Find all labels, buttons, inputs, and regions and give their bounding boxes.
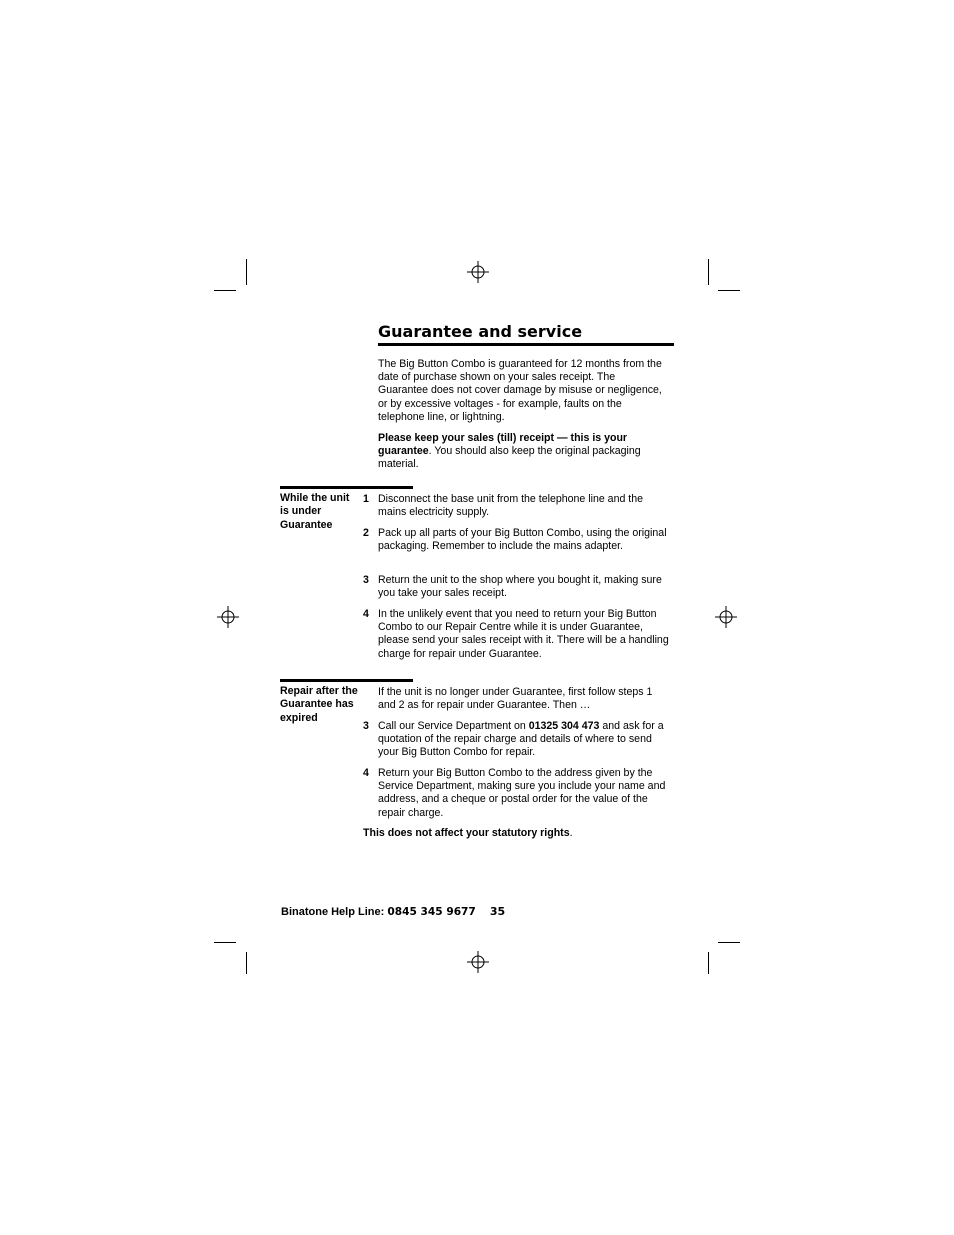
step-text: Pack up all parts of your Big Button Combo, using the original packaging. Remember to include the mains adapter. [378, 527, 667, 553]
step-text: Return your Big Button Combo to the address given by the Service Department, making sure you include your name and address, and a cheque or postal order for the value of the repair charge. [378, 767, 666, 819]
crop-mark [718, 290, 740, 291]
step-text: In the unlikely event that you need to return your Big Button Combo to our Repair Centre while it is under Guarantee, please send your sales receipt with it. There will be a handling charge for repair under Guarantee. [378, 608, 669, 660]
step-number: 2 [363, 527, 369, 539]
crop-mark [214, 290, 236, 291]
registration-mark-icon [467, 951, 489, 973]
registration-mark-icon [467, 261, 489, 283]
crop-mark [718, 942, 740, 943]
step-text-part: and ask for a quotation of the repair charge and details of where to send your Big Button Combo for repair. [378, 720, 664, 759]
step-number: 4 [363, 608, 369, 620]
crop-mark [246, 952, 247, 974]
section-rule [280, 486, 413, 489]
receipt-note-bold: Please keep your sales (till) receipt — this is your guarantee [378, 432, 628, 458]
list-item [363, 767, 673, 823]
helpline-label: Binatone Help Line: [281, 906, 388, 918]
statutory-note-end: . [569, 827, 573, 839]
step-number: 3 [363, 574, 369, 586]
step-number: 3 [363, 720, 369, 732]
list-item [363, 574, 673, 602]
list-item [363, 527, 673, 569]
service-phone-number: 01325 304 473 [528, 720, 600, 732]
crop-mark [708, 259, 709, 285]
step-text: Return the unit to the shop where you bought it, making sure you take your sales receipt. [378, 574, 662, 600]
page-title: Guarantee and service [378, 322, 583, 341]
registration-mark-icon [715, 606, 737, 628]
section-heading-expired: Repair after the Guarantee has expired [280, 685, 358, 724]
section-rule [280, 679, 413, 682]
step-number: 4 [363, 767, 369, 779]
list-item [363, 608, 673, 664]
step-text [378, 720, 673, 760]
page-number: 35 [489, 905, 506, 918]
receipt-note [378, 432, 668, 472]
statutory-note-bold: This does not affect your statutory rights [363, 827, 570, 839]
list-item [363, 720, 673, 762]
expired-intro: If the unit is no longer under Guarantee, first follow steps 1 and 2 as for repair under Guarantee. Then … [378, 686, 653, 712]
receipt-note-rest: . You should also keep the original packaging material. [378, 445, 641, 471]
crop-mark [246, 259, 247, 285]
intro-paragraph: The Big Button Combo is guaranteed for 12 months from the date of purchase shown on your sales receipt. The Guarantee does not cover damage by misuse or negligence, or by excessive voltages - for example, faults on the telephone line, or lightning. [378, 358, 662, 423]
page-footer [281, 905, 505, 919]
crop-mark [214, 942, 236, 943]
step-text-part: Call our Service Department on [378, 720, 529, 732]
step-number: 1 [363, 493, 369, 505]
step-text: Disconnect the base unit from the telephone line and the mains electricity supply. [378, 493, 644, 519]
title-rule [378, 343, 674, 346]
statutory-note [363, 827, 673, 840]
registration-mark-icon [217, 606, 239, 628]
crop-mark [708, 952, 709, 974]
list-item [363, 493, 673, 521]
section-heading-under-guarantee: While the unit is under Guarantee [280, 492, 350, 531]
helpline-number: 0845 345 9677 [387, 906, 476, 918]
